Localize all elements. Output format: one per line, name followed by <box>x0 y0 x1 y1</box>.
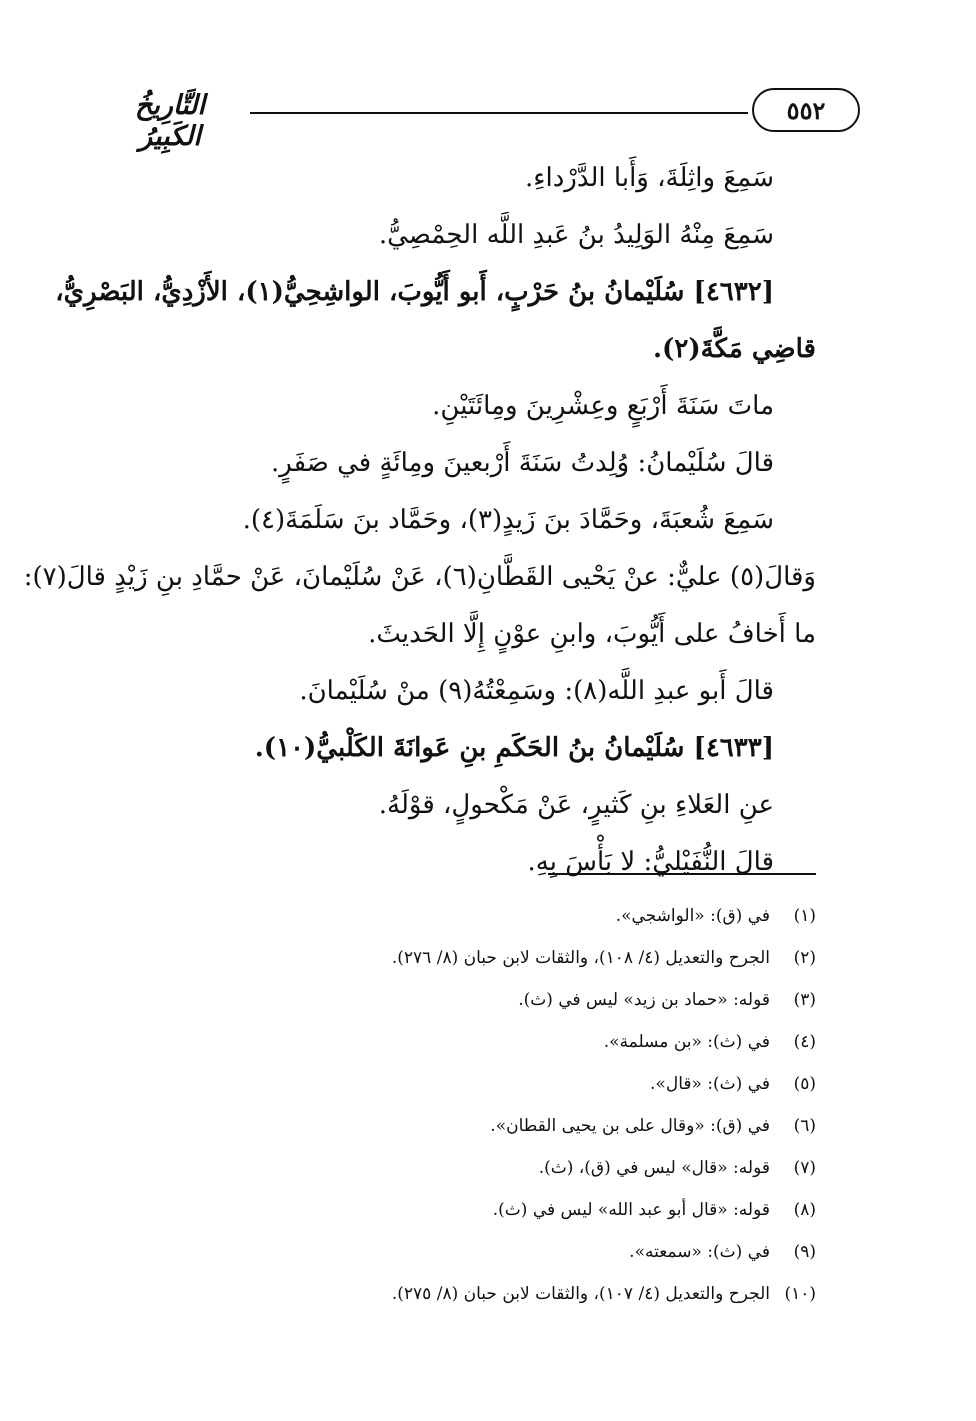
footnote-number: (٣) <box>793 990 816 1010</box>
footnote <box>100 937 816 979</box>
text-line: سَمِعَ مِنْهُ الوَلِيدُ بنُ عَبدِ اللَّه الحِمْصِيُّ. <box>378 220 774 250</box>
main-text <box>23 150 816 891</box>
text-line: ما أَخافُ على أَيُّوبَ، وابنِ عوْنٍ إِلَّا الحَديثَ. <box>368 619 816 649</box>
footnote <box>100 1189 816 1231</box>
footnote <box>100 979 816 1021</box>
entry-heading: [٤٦٣٢] سُلَيْمانُ بنُ حَرْبٍ، أَبو أَيُّوبَ، الواشِحِيُّ(١)، الأَزْدِيُّ، البَصْرِيُّ، <box>55 277 774 307</box>
text-line: قالَ أَبو عبدِ اللَّه(٨): وسَمِعْتُهُ(٩) منْ سُلَيْمانَ. <box>299 676 774 706</box>
page-header <box>100 88 860 152</box>
footnote-text: الجرح والتعديل (٤/ ١٠٨)، والثقات لابن حبان (٨/ ٢٧٦). <box>391 948 770 968</box>
footnote <box>100 1063 816 1105</box>
footnote <box>100 1105 816 1147</box>
footnote-separator <box>548 873 816 875</box>
text-line: قالَ النُّفَيْليُّ: لا بَأْسَ بِهِ. <box>527 847 774 877</box>
footnote-text: قوله: «قال» ليس في (ق)، (ث). <box>538 1158 770 1178</box>
footnote-text: في (ث): «قال». <box>650 1074 770 1094</box>
footnote-number: (٦) <box>793 1116 816 1136</box>
footnote-text: الجرح والتعديل (٤/ ١٠٧)، والثقات لابن حبان (٨/ ٢٧٥). <box>391 1284 770 1304</box>
footnote <box>100 1021 816 1063</box>
footnote-number: (٥) <box>793 1074 816 1094</box>
entry-heading: [٤٦٣٣] سُلَيْمانُ بنُ الحَكَمِ بنِ عَوانَةَ الكَلْبيُّ(١٠). <box>254 733 774 763</box>
footnote-number: (٩) <box>793 1242 816 1262</box>
footnote-number: (٤) <box>793 1032 816 1052</box>
footnote-number: (٨) <box>793 1200 816 1220</box>
footnote-number: (٢) <box>793 948 816 968</box>
entry-heading-cont: قاضِي مَكَّةَ(٢). <box>652 334 816 364</box>
footnote-text: في (ث): «سمعته». <box>629 1242 770 1262</box>
text-line: سَمِعَ شُعبَةَ، وحَمَّادَ بنَ زَيدٍ(٣)، وحَمَّاد بنَ سَلَمَةَ(٤). <box>242 505 774 535</box>
text-line: قالَ سُلَيْمانُ: وُلِدتُ سَنَةَ أَرْبعينَ ومِائَةٍ في صَفَرٍ. <box>270 448 774 478</box>
text-line: وَقالَ(٥) عليٌّ: عنْ يَحْيى القَطَّانِ(٦)، عَنْ سُلَيْمانَ، عَنْ حمَّادِ بنِ زَيْدٍ قالَ(٧): <box>23 562 816 592</box>
footnote-number: (١) <box>793 906 816 926</box>
footnote-text: قوله: «حماد بن زيد» ليس في (ث). <box>518 990 770 1010</box>
page-number: ٥٥٢ <box>752 88 860 132</box>
footnote <box>100 1231 816 1273</box>
footnote-text: في (ق): «وقال على بن يحيى القطان». <box>490 1116 770 1136</box>
footnote-text: في (ق): «الواشجي». <box>615 906 770 926</box>
footnote-text: قوله: «قال أبو عبد الله» ليس في (ث). <box>492 1200 770 1220</box>
footnote <box>100 1273 816 1315</box>
footnote <box>100 895 816 937</box>
footnote-number: (١٠) <box>784 1284 816 1304</box>
text-line: عنِ العَلاءِ بنِ كَثيرٍ، عَنْ مَكْحولٍ، قوْلَهُ. <box>378 790 774 820</box>
footnote-text: في (ث): «بن مسلمة». <box>603 1032 770 1052</box>
footnotes <box>100 895 816 1315</box>
text-line: سَمِعَ واثِلَةَ، وَأَبا الدَّرْداءِ. <box>525 163 774 193</box>
book-title: التَّارِيخُ الكَبِيرُ <box>134 90 206 152</box>
header-rule <box>250 112 748 114</box>
footnote-number: (٧) <box>793 1158 816 1178</box>
text-line: ماتَ سَنَةَ أَرْبَعٍ وعِشْرِينَ ومِائَتَيْنِ. <box>432 391 774 421</box>
footnote <box>100 1147 816 1189</box>
